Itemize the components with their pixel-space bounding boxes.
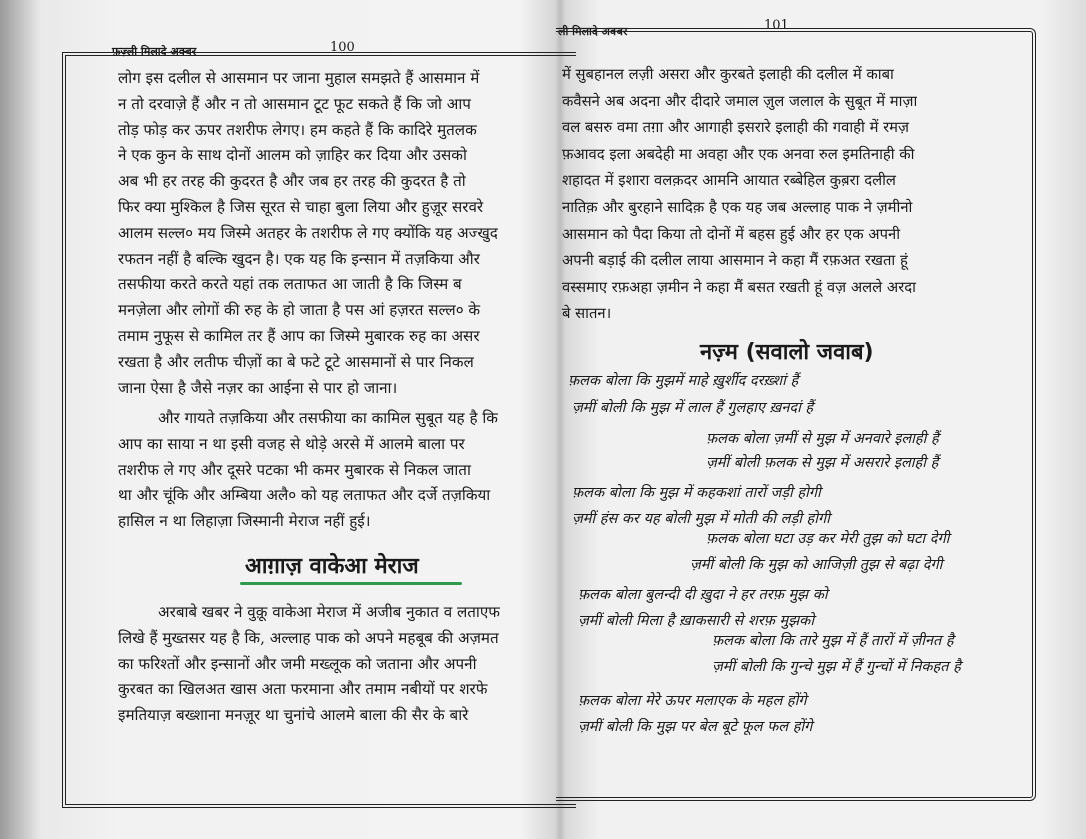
text-line: हासिल न था लिहाज़ा जिस्मानी मेराज नहीं हुई। bbox=[118, 512, 371, 531]
left-page-number: 100 bbox=[330, 40, 355, 55]
left-paragraph-3 bbox=[118, 600, 500, 729]
text-line: अब भी हर तरह की कुदरत है और जब हर तरह की कुदरत है तो bbox=[118, 172, 466, 191]
poem-line: फ़लक बोला कि मुझ में कहकशां तारों जड़ी होगी bbox=[572, 485, 821, 501]
left-running-head: फ़ज़्ली मिलादे अक्बर bbox=[112, 45, 197, 58]
text-line: नातिक़ और बुरहाने सादिक़ है एक यह जब अल्लाह पाक ने ज़मीनो bbox=[562, 198, 913, 216]
text-line: आसमान को पैदा किया तो दोनों में बहस हुई और हर एक अपनी bbox=[562, 225, 901, 243]
right-paragraph-1 bbox=[562, 62, 917, 328]
poem-line: ज़मीं बोली मिला है ख़ाकसारी से शरफ़ मुझको bbox=[578, 613, 815, 629]
text-line: ने एक कुन के साथ दोनों आलम को ज़ाहिर कर दिया और उसको bbox=[118, 146, 467, 165]
poem-line: ज़मीं बोली कि मुझ को आजिज़ी तुझ से बढ़ा देगी bbox=[690, 557, 943, 573]
text-line: न तो दरवाज़े हैं और न तो आसमान टूट फूट सकते हैं कि जो आप bbox=[118, 94, 471, 113]
text-line: तमाम नुफूस से कामिल तर हैं आप का जिस्मे मुबारक रुह का असर bbox=[118, 326, 480, 345]
text-line: था और चूंकि और अम्बिया अलै० को यह लताफत और दर्जे तज़किया bbox=[118, 486, 491, 505]
text-line: तोड़ फोड़ कर ऊपर तशरीफ लेगए। हम कहते हैं कि कादिरे मुतलक bbox=[118, 120, 477, 139]
poem-line: फ़लक बोला ज़मीं से मुझ में अनवारे इलाही हैं bbox=[706, 431, 939, 447]
text-line: शहादत में इशारा वलक़दर आमनि आयात रब्बेहिल कुब़रा दलील bbox=[562, 172, 896, 190]
text-line: फ़आवद इला अबदेही मा अवहा और एक अनवा रुल इमतिनाही की bbox=[562, 145, 915, 163]
text-line: आप का साया न था इसी वजह से थोड़े अरसे में आलमे बाला पर bbox=[118, 434, 465, 453]
poem-heading: नज़्म (सवालो जवाब) bbox=[700, 340, 874, 365]
text-line: बे सातन। bbox=[562, 305, 612, 323]
left-paragraph-2 bbox=[118, 406, 498, 535]
text-line: तसफीया करते करते यहां तक लताफत आ जाती है कि जिस्म ब bbox=[118, 275, 462, 294]
text-line: वल बसरु वमा तग़ा और आगाही इसरारे इलाही की गवाही में रमज़ bbox=[562, 119, 909, 137]
poem-line: ज़मीं बोली कि मुझ पर बेल बूटे फूल फल होंगे bbox=[578, 719, 813, 735]
poem-line: फ़लक बोला घटा उड़ कर मेरी तुझ को घटा देगी bbox=[706, 531, 950, 547]
text-line: वस्समाए रफ़अहा ज़मीन ने कहा मैं बसत रखती हूं वज़ अलले अरदा bbox=[562, 278, 916, 296]
poem-line: फ़लक बोला कि तारे मुझ में हैं तारों में ज़ीनत है bbox=[712, 633, 954, 649]
text-line: अपनी बड़ाई की दलील लाया आसमान ने कहा मैं रफ़अत रखता हूं bbox=[562, 252, 908, 270]
text-line: लोग इस दलील से आसमान पर जाना मुहाल समझते हैं आसमान में bbox=[118, 69, 480, 87]
text-line: लिखे हैं मुख्तसर यह है कि, अल्लाह पाक को अपने महबूब की अज़मत bbox=[118, 628, 499, 647]
text-line: फिर क्या मुश्किल है जिस सूरत से चाहा बुला लिया और हुज़ूर सरवरे bbox=[118, 197, 484, 216]
text-line: अरबाबे खबर ने वुक़ू वाकेआ मेराज में अजीब नुकात व लताएफ bbox=[158, 603, 500, 621]
text-line: जाना ऐसा है जैसे नज़र का आईना से पार हो जाना। bbox=[118, 378, 398, 397]
text-line: तशरीफ ले गए और दूसरे पटका भी कमर मुबारक से निकल जाता bbox=[118, 460, 471, 479]
text-line: कवैसने अब अदना और दीदारे जमाल ज़ुल जलाल के सुबूत में माज़ा bbox=[562, 92, 918, 110]
text-line: और गायते तज़किया और तसफीया का कामिल सुबूत यह है कि bbox=[158, 409, 498, 427]
text-line: आलम सल्ल० मय जिस्मे अतहर के तशरीफ ले गए क्योंकि यह अज्खुद bbox=[118, 223, 498, 242]
poem-line: ज़मीं हंस कर यह बोली मुझ में मोती की लड़ी होगी bbox=[572, 511, 830, 527]
text-line: में सुबहानल लज़ी असरा और कुरबते इलाही की दलील में काबा bbox=[562, 66, 894, 83]
heading-underline bbox=[240, 582, 462, 585]
left-section-heading: आग़ाज़ वाकेआ मेराज bbox=[245, 554, 419, 579]
text-line: का फरिश्तों और इन्सानों और जमी मख्लूक को जताना और अपनी bbox=[118, 654, 477, 673]
poem-line: फ़लक बोला मेरे ऊपर मलाएक के महल होंगे bbox=[578, 693, 807, 709]
text-line: मनज़ेला और लोगों की रुह के हो जाता है पस आं हज़रत सल्ल० के bbox=[118, 301, 481, 320]
poem-line: ज़मीं बोली कि मुझ में लाल हैं गुलहाए ख़नदां हैं bbox=[572, 400, 814, 416]
text-line: रखता है और लतीफ चीज़ों का बे फटे टूटे आसमानों से पार निकल bbox=[118, 352, 474, 371]
poem-line: फ़लक बोला बुलन्दी दी ख़ुदा ने हर तरफ़ मुझ को bbox=[578, 587, 828, 603]
poem-line: फ़लक बोला कि मुझमें माहे ख़ुर्शीद दरख़्शां हैं bbox=[568, 373, 799, 389]
left-paragraph-1 bbox=[118, 66, 498, 401]
poem-line: ज़मीं बोली फ़लक से मुझ में असरारे इलाही हैं bbox=[706, 455, 939, 471]
right-running-head: ली मिलादे अक्बर bbox=[558, 25, 628, 38]
text-line: इमतियाज़ बख्शाना मनज़ूर था चुनांचे आलमे बाला की सैर के बारे bbox=[118, 706, 469, 725]
poem-line: ज़मीं बोली कि गुन्चे मुझ में हैं गुन्चों में निकहत है bbox=[712, 659, 961, 675]
right-page-number: 101 bbox=[764, 18, 789, 33]
text-line: रफतन नहीं है बल्कि खुदन है। एक यह कि इन्सान में तज़किया और bbox=[118, 249, 480, 268]
text-line: कुरबत का खिलअत खास अता फरमाना और तमाम नबीयों पर शरफे bbox=[118, 680, 488, 699]
